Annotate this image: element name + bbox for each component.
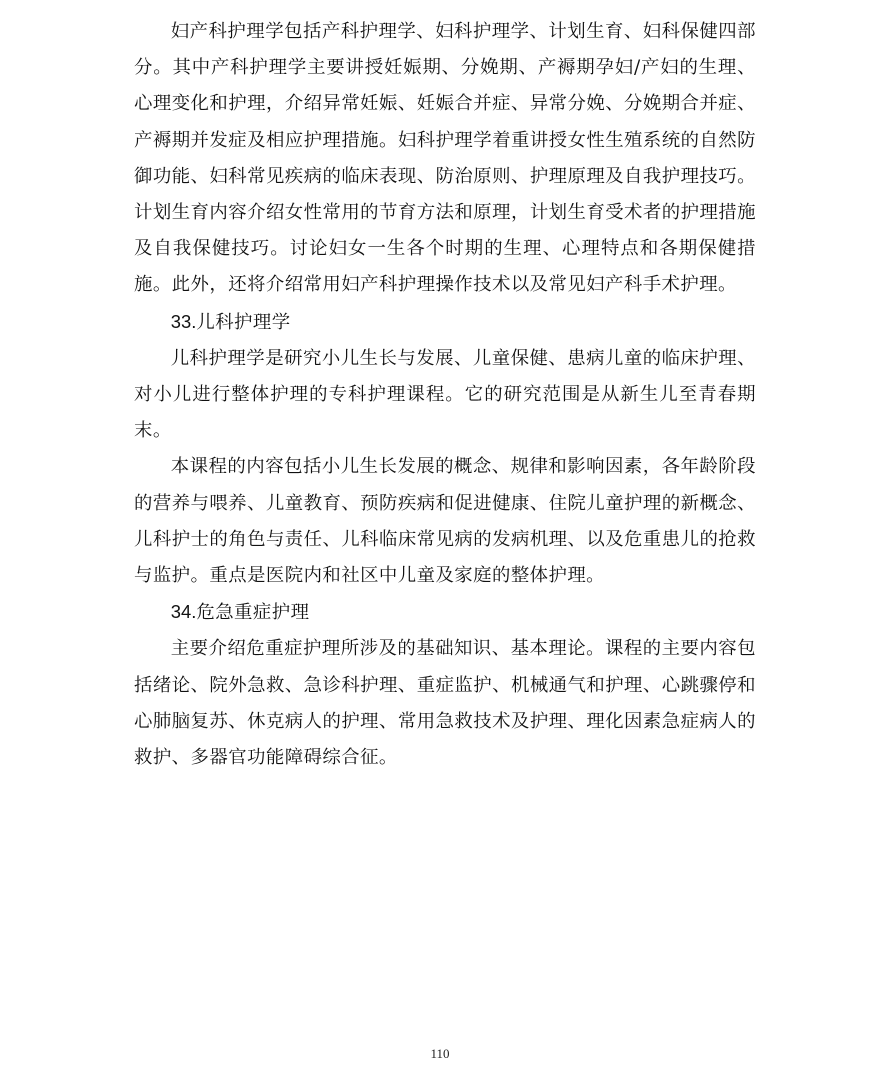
section-number: 33. xyxy=(170,310,197,332)
page-content xyxy=(134,14,756,776)
section-heading-critical-care-nursing xyxy=(134,594,756,631)
section-title: 危急重症护理 xyxy=(196,602,310,624)
intro-paragraph: 妇产科护理学包括产科护理学、妇科护理学、计划生育、妇科保健四部分。其中产科护理学主要讲授妊娠期、分娩期、产褥期孕妇/产妇的生理、心理变化和护理，介绍异常妊娠、妊娠合并症、异常分娩、分娩期合并症、产褥期并发症及相应护理措施。妇科护理学着重讲授女性生殖系统的自然防御功能、妇科常见疾病的临床表现、防治原则、护理原理及自我护理技巧。计划生育内容介绍女性常用的节育方法和原理，计划生育受术者的护理措施及自我保健技巧。讨论妇女一生各个时期的生理、心理特点和各期保健措施。此外，还将介绍常用妇产科护理操作技术以及常见妇产科手术护理。 xyxy=(134,21,756,296)
page-number: 110 xyxy=(430,1046,450,1061)
section-paragraph: 儿科护理学是研究小儿生长与发展、儿童保健、患病儿童的临床护理、对小儿进行整体护理的专科护理课程。它的研究范围是从新生儿至青春期末。 xyxy=(134,347,756,442)
section-paragraph: 本课程的内容包括小儿生长发展的概念、规律和影响因素，各年龄阶段的营养与喂养、儿童教育、预防疾病和促进健康、住院儿童护理的新概念、儿科护士的角色与责任、儿科临床常见病的发病机理、以及危重患儿的抢救与监护。重点是医院内和社区中儿童及家庭的整体护理。 xyxy=(134,456,756,587)
section-paragraph: 主要介绍危重症护理所涉及的基础知识、基本理论。课程的主要内容包括绪论、院外急救、急诊科护理、重症监护、机械通气和护理、心跳骤停和心肺脑复苏、休克病人的护理、常用急救技术及护理、理化因素急症病人的救护、多器官功能障碍综合征。 xyxy=(134,638,756,769)
section-number: 34. xyxy=(170,601,197,623)
section-heading-pediatric-nursing xyxy=(134,304,756,341)
section-title: 儿科护理学 xyxy=(196,311,291,333)
